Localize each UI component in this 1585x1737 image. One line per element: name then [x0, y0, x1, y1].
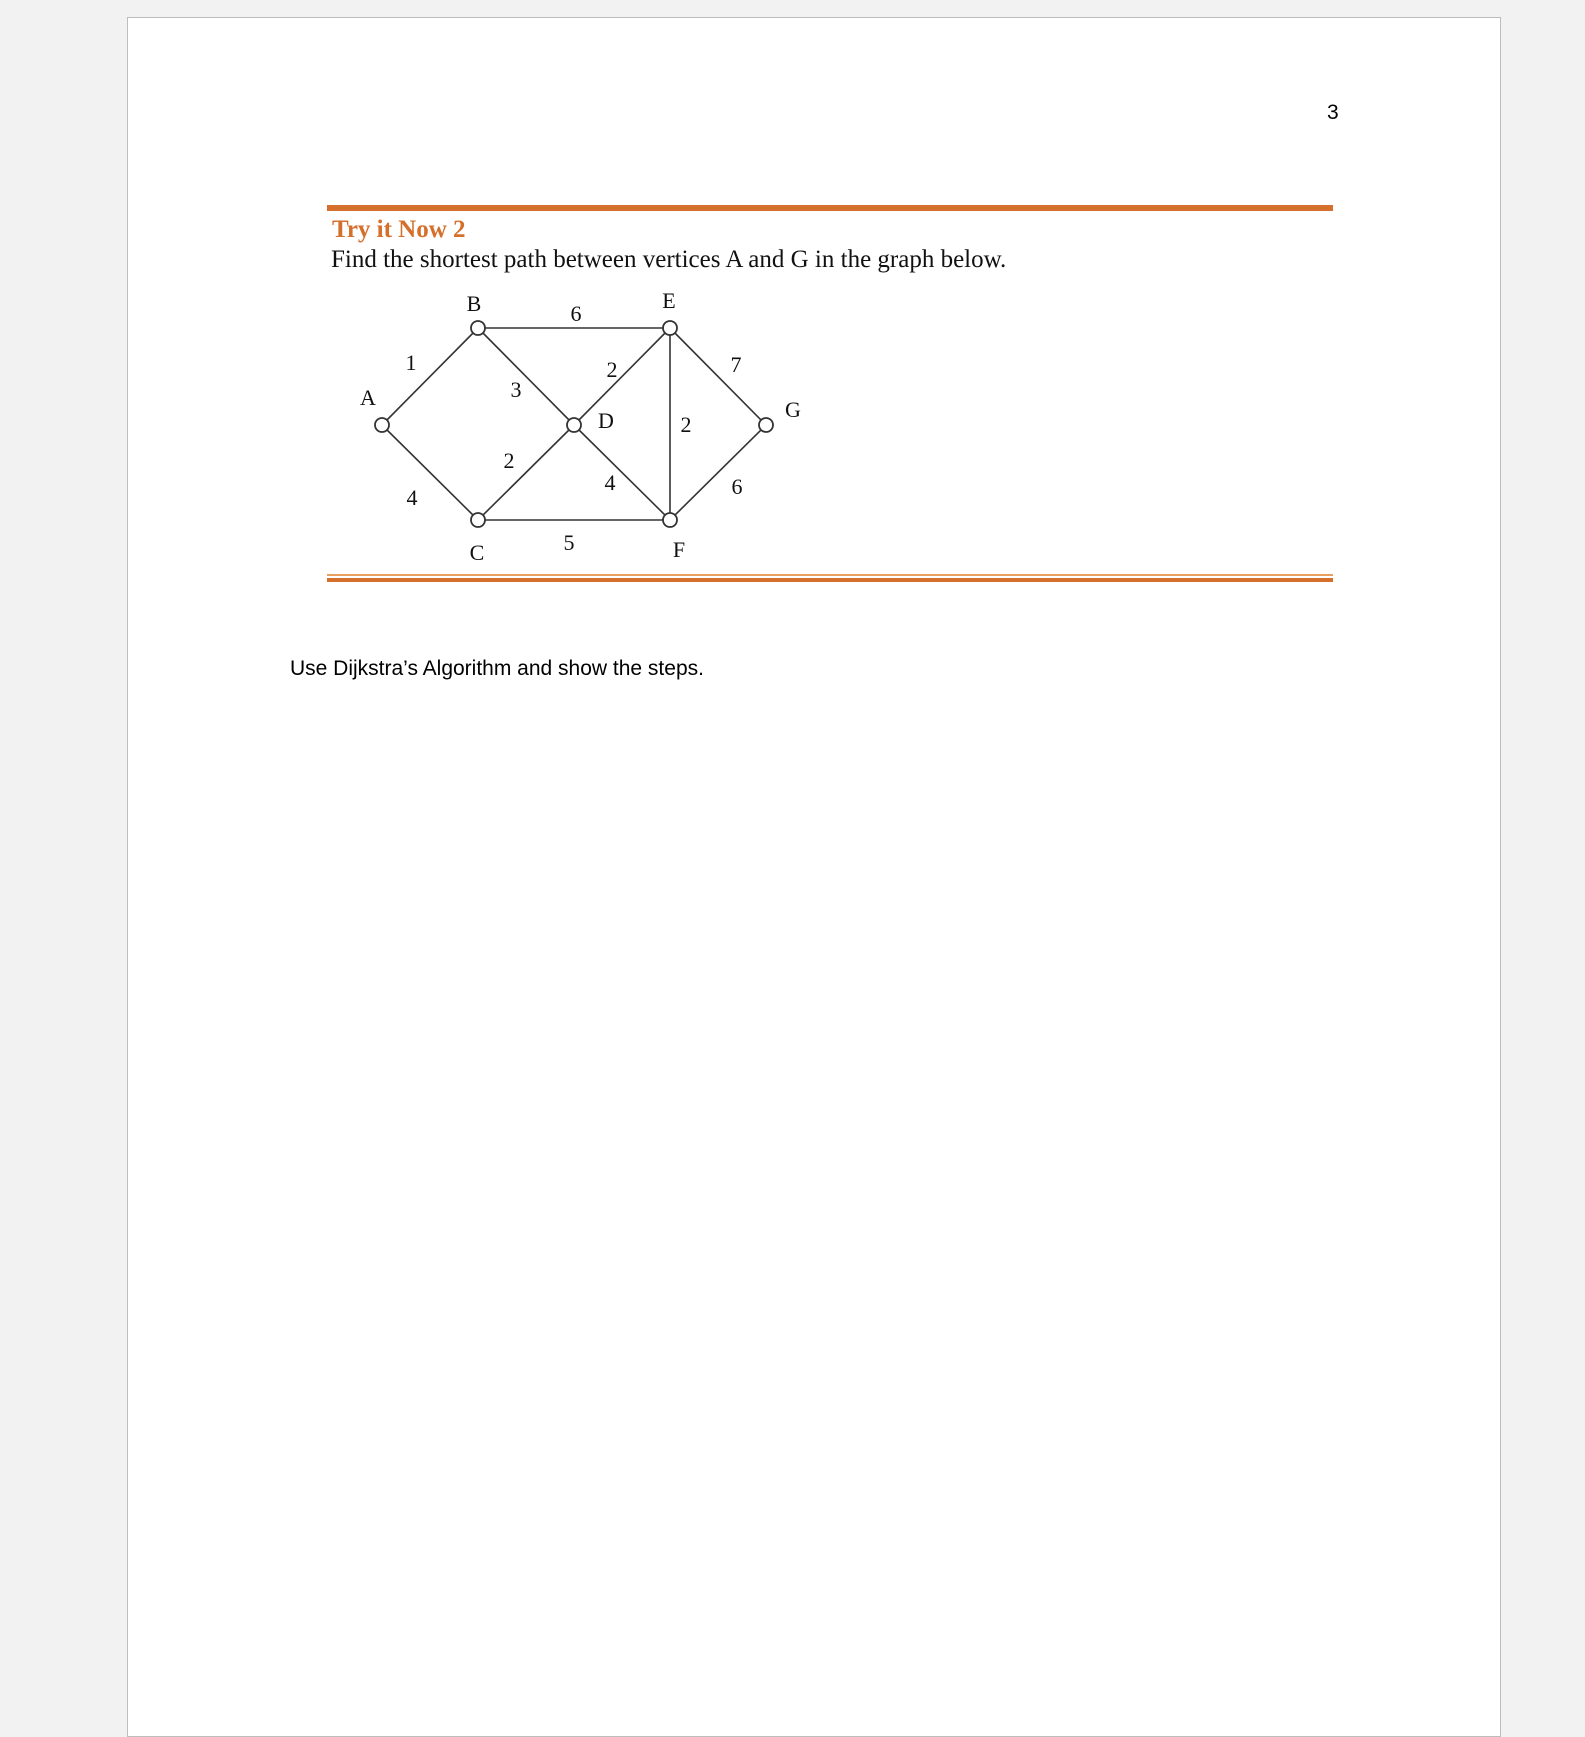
edge-weight-e-f: 2: [680, 412, 692, 437]
box-title: Try it Now 2: [332, 216, 466, 243]
vertex-d: [567, 418, 581, 432]
edge-weight-a-c: 4: [406, 485, 418, 510]
vertex-label-f: F: [672, 537, 686, 562]
vertex-label-c: C: [469, 540, 485, 565]
edge-weight-c-d: 2: [503, 448, 515, 473]
edge-c-d: [478, 425, 574, 520]
edge-a-c: [382, 425, 478, 520]
edge-d-f: [574, 425, 670, 520]
edge-weight-d-e: 2: [606, 357, 618, 382]
edge-weight-f-g: 6: [731, 474, 743, 499]
edge-weight-e-g: 7: [730, 352, 742, 377]
edge-weight-b-d: 3: [510, 377, 522, 402]
vertex-label-b: B: [466, 291, 482, 316]
edge-d-e: [574, 328, 670, 425]
edge-b-d: [478, 328, 574, 425]
edge-weight-d-f: 4: [604, 470, 616, 495]
vertex-label-d: D: [598, 408, 614, 433]
page-number: 3: [1327, 101, 1339, 124]
instruction-text: Use Dijkstra’s Algorithm and show the steps.: [290, 657, 704, 680]
vertex-g: [759, 418, 773, 432]
edge-f-g: [670, 425, 766, 520]
vertex-b: [471, 321, 485, 335]
edge-weight-a-b: 1: [405, 350, 417, 375]
edge-weight-c-f: 5: [563, 530, 575, 555]
vertex-a: [375, 418, 389, 432]
vertex-label-g: G: [785, 397, 801, 422]
box-text: Find the shortest path between vertices A and G in the graph below.: [331, 246, 1007, 273]
box-bottom-rule: [327, 574, 1333, 582]
vertex-e: [663, 321, 677, 335]
vertex-c: [471, 513, 485, 527]
vertex-f: [663, 513, 677, 527]
edge-weight-b-e: 6: [570, 301, 582, 326]
edge-a-b: [382, 328, 478, 425]
vertex-label-e: E: [662, 288, 676, 313]
edge-e-g: [670, 328, 766, 425]
vertex-label-a: A: [360, 385, 376, 410]
